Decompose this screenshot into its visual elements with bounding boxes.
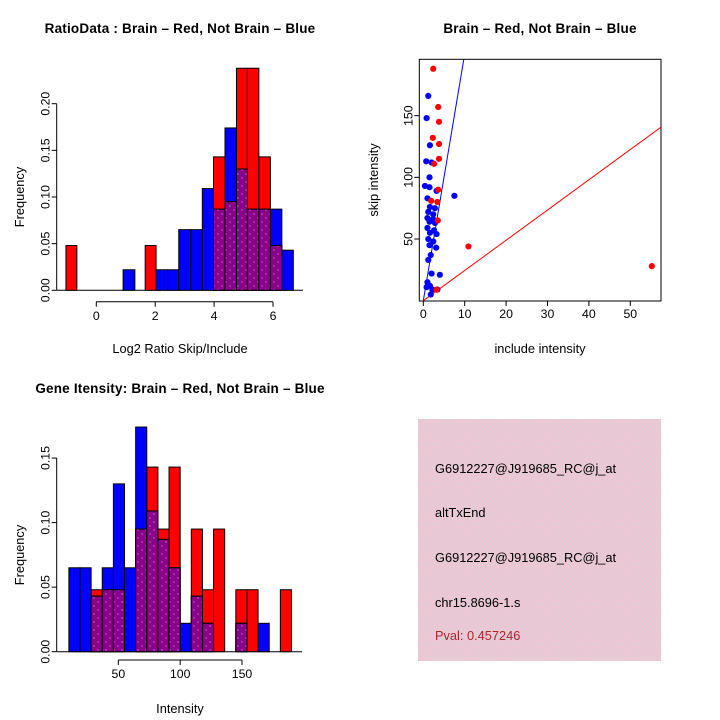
svg-text:0.00: 0.00 bbox=[38, 639, 53, 664]
scatter-title: Brain – Red, Not Brain – Blue bbox=[443, 21, 637, 36]
svg-text:4: 4 bbox=[210, 309, 218, 323]
svg-text:0.00: 0.00 bbox=[38, 278, 53, 303]
pval-line: Pval: 0.457246 bbox=[435, 628, 521, 643]
ratio-hist-xlabel: Log2 Ratio Skip/Include bbox=[112, 341, 248, 356]
svg-text:2: 2 bbox=[151, 309, 159, 323]
svg-text:0.10: 0.10 bbox=[38, 510, 53, 535]
svg-text:100: 100 bbox=[401, 167, 416, 188]
svg-text:0.05: 0.05 bbox=[38, 231, 53, 256]
ratio-hist-plot bbox=[0, 0, 360, 360]
svg-text:0.05: 0.05 bbox=[38, 575, 53, 600]
svg-text:0.10: 0.10 bbox=[38, 185, 53, 209]
gene-hist-plot bbox=[0, 360, 360, 720]
svg-text:0: 0 bbox=[92, 309, 100, 323]
panel-intensity-scatter bbox=[360, 0, 720, 360]
splice-type-line: altTxEnd bbox=[435, 505, 486, 520]
probe-id-line-2: G6912227@J919685_RC@j_at bbox=[435, 550, 617, 565]
scatter-xlabel: include intensity bbox=[494, 341, 586, 356]
svg-text:50: 50 bbox=[401, 232, 416, 246]
svg-text:10: 10 bbox=[457, 307, 472, 321]
scatter-ylabel: skip intensity bbox=[366, 143, 381, 217]
intensity-scatter-plot bbox=[360, 0, 720, 360]
panel-ratio-histogram bbox=[0, 0, 360, 360]
svg-text:50: 50 bbox=[111, 667, 126, 681]
svg-text:0.20: 0.20 bbox=[38, 91, 53, 116]
gene-hist-xlabel: Intensity bbox=[156, 701, 204, 716]
svg-text:100: 100 bbox=[169, 667, 191, 681]
panel-gene-intensity-histogram bbox=[0, 360, 360, 720]
svg-text:0.15: 0.15 bbox=[38, 446, 53, 471]
probe-info-box bbox=[418, 419, 661, 661]
chromosome-line: chr15.8696-1.s bbox=[435, 595, 521, 610]
svg-text:150: 150 bbox=[401, 105, 416, 126]
gene-hist-ylabel: Frequency bbox=[12, 524, 27, 586]
svg-text:50: 50 bbox=[623, 307, 638, 321]
ratio-hist-ylabel: Frequency bbox=[12, 166, 27, 228]
panel-info-box bbox=[360, 360, 720, 720]
svg-text:6: 6 bbox=[269, 309, 277, 323]
svg-text:150: 150 bbox=[231, 667, 253, 681]
svg-text:40: 40 bbox=[582, 307, 596, 321]
svg-text:20: 20 bbox=[499, 307, 513, 321]
svg-text:0.15: 0.15 bbox=[38, 138, 53, 163]
gene-hist-title: Gene Itensity: Brain – Red, Not Brain – Blue bbox=[35, 381, 325, 396]
svg-text:0: 0 bbox=[419, 307, 427, 321]
svg-text:30: 30 bbox=[540, 307, 555, 321]
ratio-hist-title: RatioData : Brain – Red, Not Brain – Blue bbox=[44, 21, 316, 36]
probe-id-line: G6912227@J919685_RC@j_at bbox=[435, 461, 617, 476]
